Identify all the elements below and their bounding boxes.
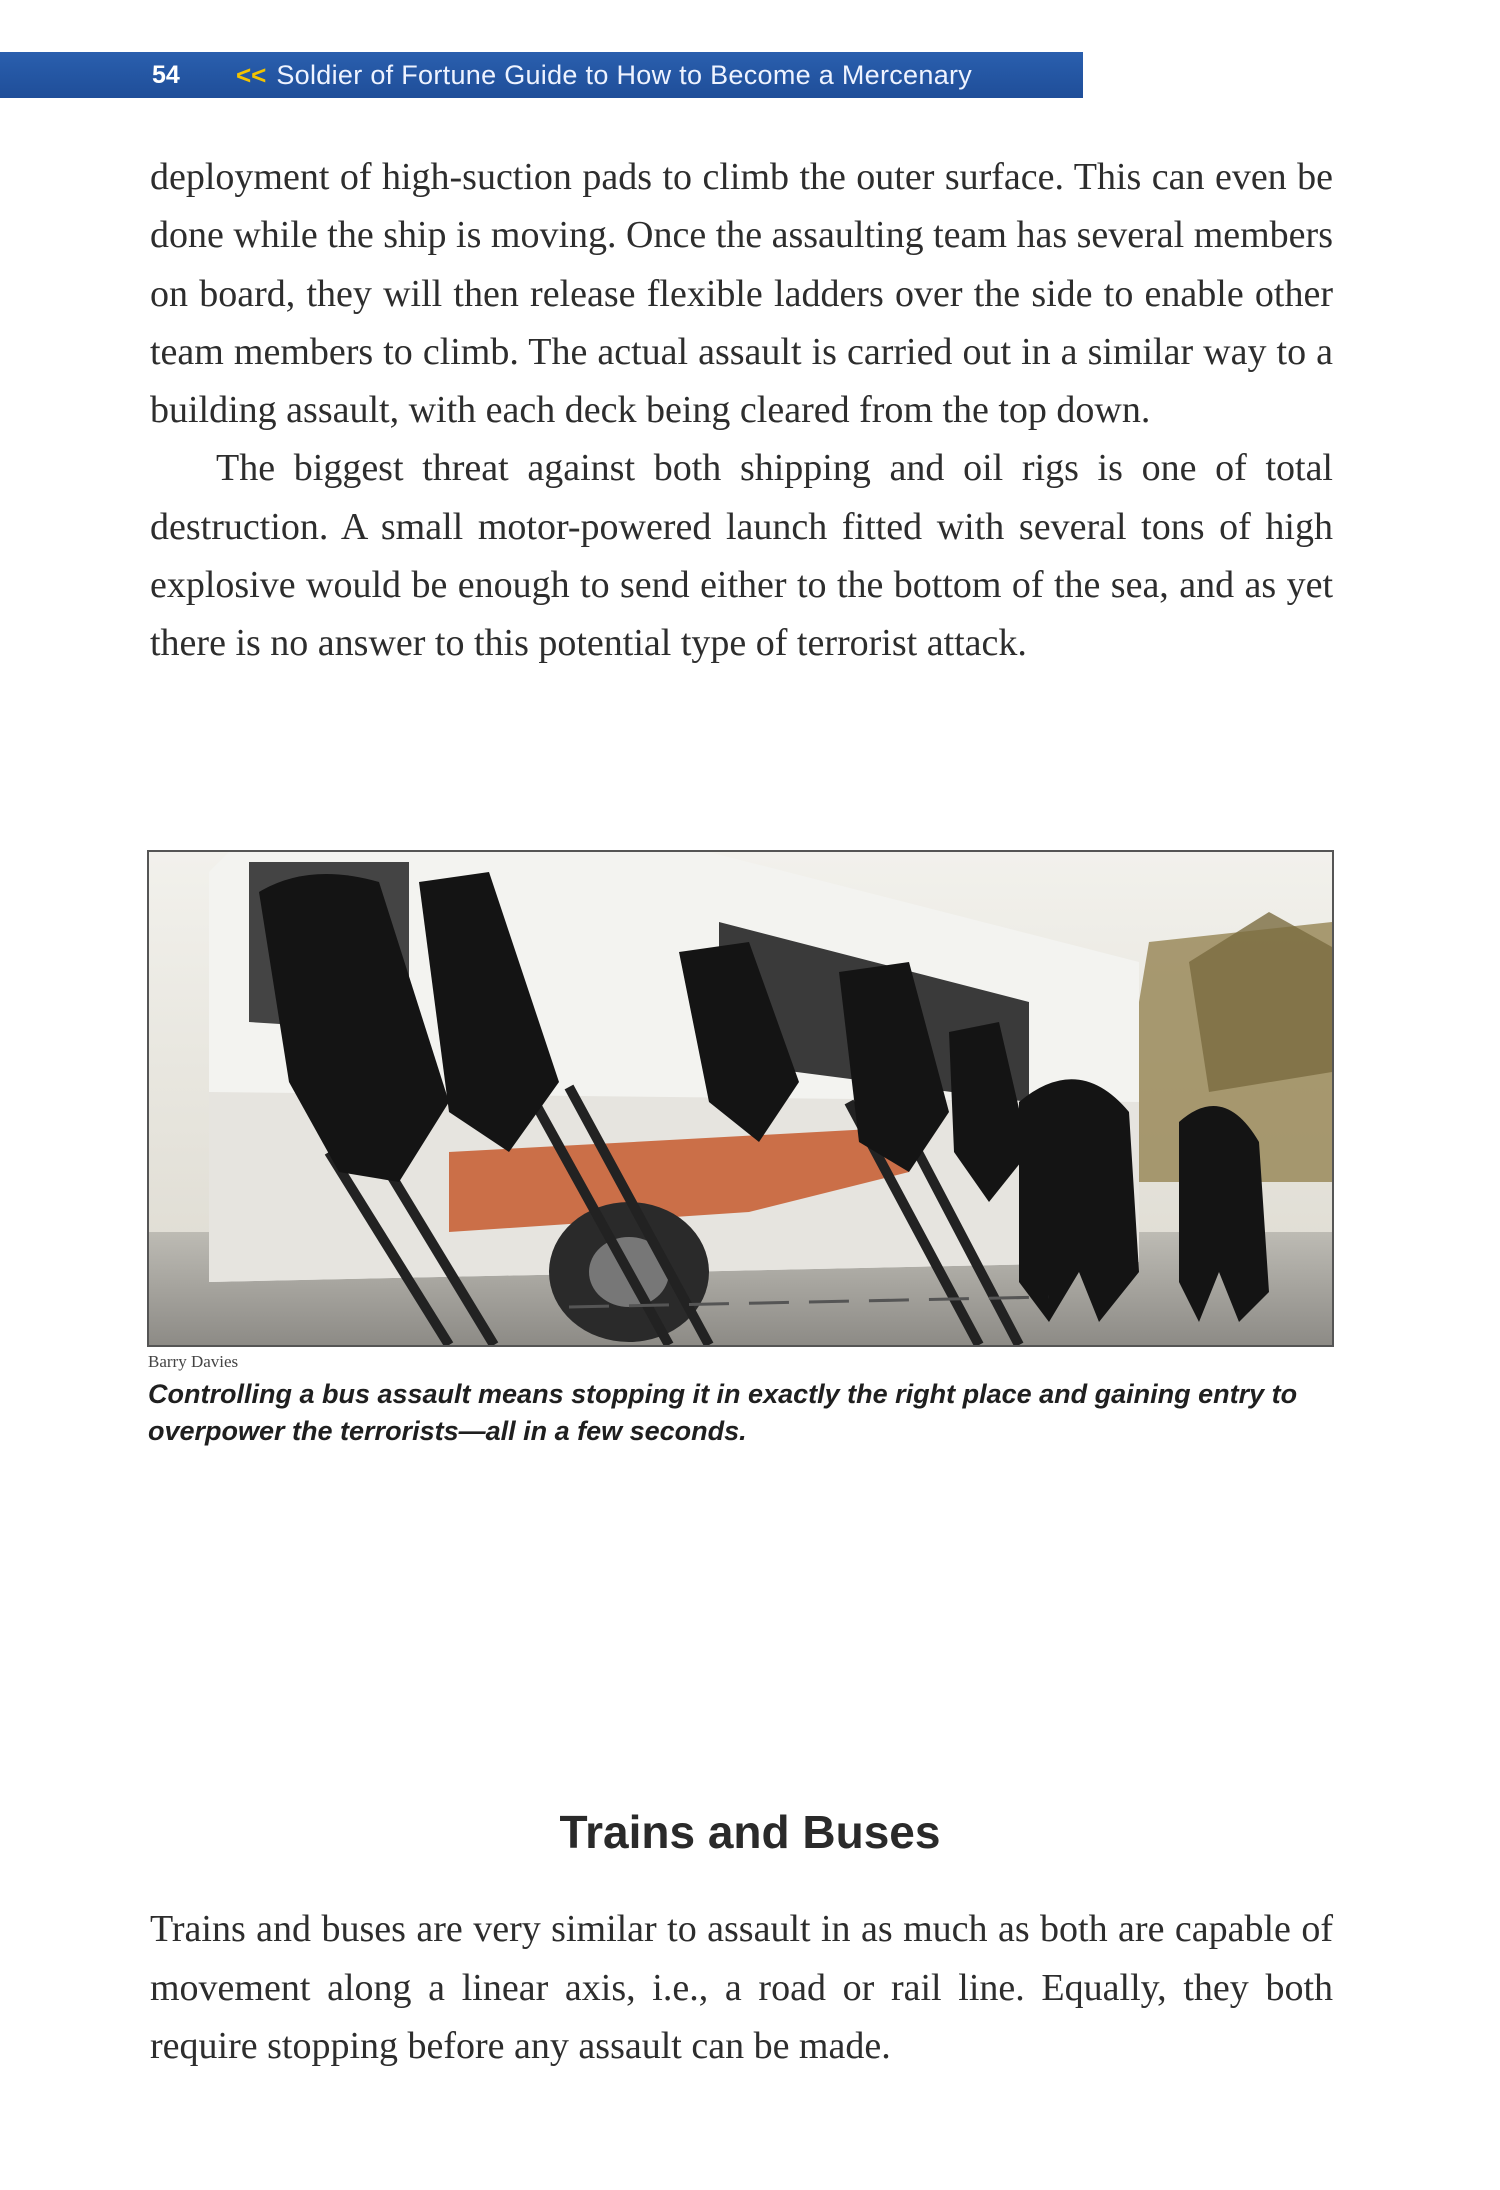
bus-assault-photo: [147, 850, 1334, 1347]
paragraph: The biggest threat against both shipping and oil rigs is one of total destruction. A small motor-powered launch fitted with several tons of high explosive would be enough to send either to the bottom of the sea, and as yet there is no answer to this potential type of terrorist attack.: [150, 447, 1333, 665]
page-number: 54: [152, 60, 180, 89]
figure-caption: Controlling a bus assault means stopping it in exactly the right place and gaining entry to overpower the terrorists—all in a few seconds.: [148, 1379, 1298, 1446]
running-header: [0, 52, 1083, 98]
photo-credit: Barry Davies: [148, 1352, 239, 1371]
body-text-top: [150, 148, 1333, 673]
section-heading: Trains and Buses: [559, 1806, 941, 1858]
chevron-left-icon: <<: [236, 59, 267, 90]
body-text-section: [150, 1900, 1333, 2076]
running-title: Soldier of Fortune Guide to How to Become a Mercenary: [276, 59, 973, 90]
photo-illustration: [149, 852, 1332, 1345]
paragraph: Trains and buses are very similar to assault in as much as both are capable of movement along a linear axis, i.e., a road or rail line. Equally, they both require stopping before any assault can be made.: [150, 1908, 1333, 2067]
paragraph: deployment of high-suction pads to climb the outer surface. This can even be done while the ship is moving. Once the assaulting team has several members on board, they will then release flexible ladders over the side to enable other team members to climb. The actual assault is carried out in a similar way to a building assault, with each deck being cleared from the top down.: [150, 156, 1333, 432]
